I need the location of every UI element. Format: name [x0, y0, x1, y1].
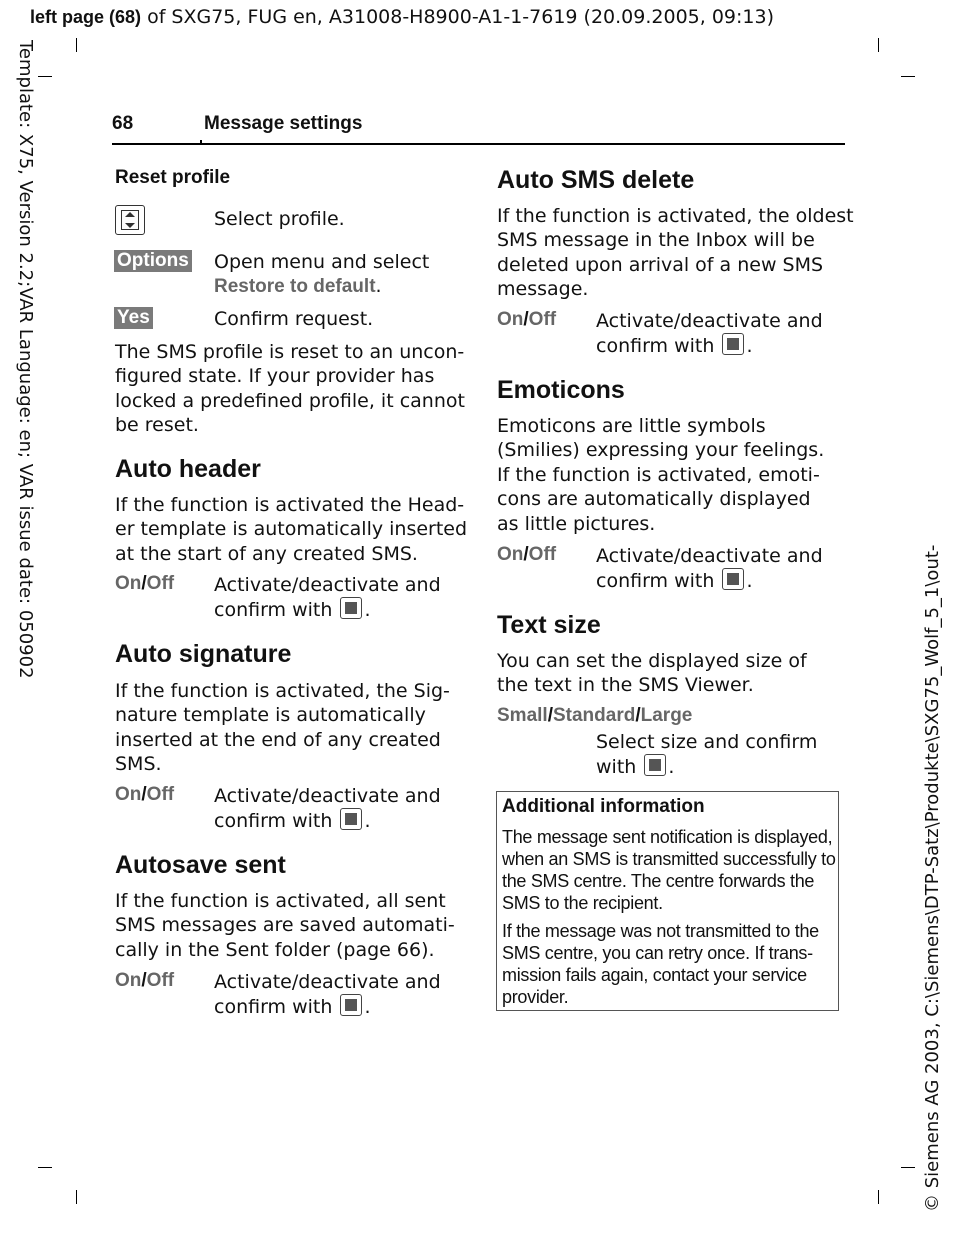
- confirm-text: with: [596, 756, 637, 779]
- activate-text: Activate/deactivate and: [596, 310, 823, 332]
- off-label: Off: [146, 573, 175, 594]
- on-label: On: [115, 784, 142, 805]
- center-key-icon: [340, 597, 362, 619]
- reset-body: [115, 340, 465, 438]
- confirm-text: confirm with: [214, 996, 333, 1019]
- crop-mark: [901, 1167, 915, 1168]
- confirm-line: [214, 808, 441, 833]
- header-rule-tick: [200, 140, 202, 145]
- confirm-dot: .: [668, 756, 675, 779]
- slash: /: [141, 784, 147, 805]
- print-info-rest: of SXG75, FUG en, A31008-H8900-A1-1-7619 (20.09.2005, 09:13): [141, 6, 774, 28]
- on-off-key: [497, 309, 556, 331]
- emoticons-title: Emoticons: [497, 376, 625, 404]
- crop-mark: [878, 1190, 879, 1204]
- size-options-key: [497, 705, 692, 727]
- on-label: On: [497, 309, 524, 330]
- text-size-body-line: the text in the SMS Viewer.: [497, 674, 754, 697]
- large-label: Large: [640, 705, 693, 726]
- confirm-line: [596, 333, 823, 358]
- auto-signature-action: [214, 784, 441, 834]
- auto-delete-body-line: deleted upon arrival of a new SMS: [497, 253, 824, 276]
- info-paragraph-1: [502, 826, 838, 914]
- autosave-body: [115, 889, 455, 962]
- options-softkey-label: Options: [114, 250, 192, 272]
- auto-delete-body-line: message.: [497, 278, 589, 301]
- auto-signature-body-line: If the function is activated, the Sig-: [115, 680, 450, 702]
- info-paragraph-2: [502, 920, 838, 1008]
- info-line: The message sent notification is displayed,: [502, 827, 833, 847]
- emoticons-body-line: as little pictures.: [497, 512, 656, 535]
- auto-delete-body-line: If the function is activated, the oldest: [497, 205, 854, 227]
- confirm-dot: .: [364, 996, 371, 1019]
- standard-label: Standard: [552, 705, 636, 726]
- text-size-action: [596, 730, 817, 780]
- reset-step-open-menu-text: Open menu and select: [214, 251, 430, 273]
- print-info-bold: left page (68): [30, 7, 142, 27]
- options-softkey: [114, 250, 192, 272]
- reset-profile-title: Reset profile: [115, 167, 231, 188]
- center-key-icon: [722, 333, 744, 355]
- emoticons-body-line: If the function is activated, emoti-: [497, 463, 820, 486]
- crop-mark: [38, 76, 52, 77]
- small-label: Small: [497, 705, 548, 726]
- reset-body-line: be reset.: [115, 414, 199, 437]
- reset-step-open-menu-line2: [214, 274, 429, 299]
- confirm-dot: .: [364, 810, 371, 833]
- auto-header-body: [115, 493, 467, 566]
- slash: /: [141, 573, 147, 594]
- print-info-line: [30, 6, 774, 28]
- confirm-text: confirm with: [596, 335, 715, 358]
- emoticons-action: [596, 544, 823, 594]
- on-label: On: [115, 970, 142, 991]
- page-number: 68: [112, 113, 134, 134]
- template-side-text: Template: X75, Version 2.2;VAR Language: en; VAR issue date: 050902: [15, 40, 36, 679]
- emoticons-body-line: Emoticons are little symbols: [497, 415, 766, 437]
- confirm-text: confirm with: [214, 599, 333, 622]
- confirm-line: [596, 568, 823, 593]
- navigation-key-icon: [115, 205, 145, 235]
- center-key-icon: [722, 568, 744, 590]
- info-line: SMS centre, you can retry once. If trans-: [502, 943, 813, 963]
- reset-step-confirm: Confirm request.: [214, 308, 374, 330]
- yes-softkey: [114, 307, 153, 329]
- emoticons-body: [497, 414, 824, 536]
- restore-to-default-label: Restore to default: [214, 276, 376, 298]
- reset-body-line: The SMS profile is reset to an uncon-: [115, 341, 465, 363]
- info-line: the SMS centre. The centre forwards the: [502, 871, 815, 891]
- info-title: Additional information: [502, 796, 705, 817]
- auto-signature-body: [115, 679, 450, 777]
- activate-text: Activate/deactivate and: [214, 785, 441, 807]
- info-line: mission fails again, contact your service: [502, 965, 807, 985]
- confirm-line: [596, 754, 817, 779]
- copyright-side-text: © Siemens AG 2003, C:\Siemens\DTP-Satz\Produkte\SXG75_Wolf_5_1\out-: [922, 544, 943, 1212]
- confirm-dot: .: [746, 570, 753, 593]
- activate-text: Activate/deactivate and: [214, 574, 441, 596]
- center-key-icon: [340, 994, 362, 1016]
- slash: /: [523, 544, 529, 565]
- on-off-key: [115, 784, 174, 806]
- reset-body-line: locked a predefined profile, it cannot: [115, 389, 465, 412]
- crop-mark: [76, 1190, 77, 1204]
- info-line: when an SMS is transmitted successfully to: [502, 849, 836, 869]
- on-off-key: [497, 544, 556, 566]
- autosave-body-line: SMS messages are saved automati-: [115, 914, 455, 937]
- off-label: Off: [528, 544, 557, 565]
- autosave-title: Autosave sent: [115, 851, 286, 879]
- crop-mark: [76, 38, 77, 52]
- reset-step-select: Select profile.: [214, 208, 345, 230]
- auto-delete-title: Auto SMS delete: [497, 166, 695, 194]
- activate-text: Activate/deactivate and: [596, 545, 823, 567]
- off-label: Off: [528, 309, 557, 330]
- reset-step-open-menu-dot: .: [375, 275, 382, 298]
- info-line: SMS to the recipient.: [502, 893, 663, 913]
- slash: /: [635, 705, 641, 726]
- info-line: If the message was not transmitted to the: [502, 921, 819, 941]
- confirm-line: [214, 597, 441, 622]
- auto-header-title: Auto header: [115, 455, 261, 483]
- text-size-title: Text size: [497, 611, 601, 639]
- activate-text: Activate/deactivate and: [214, 971, 441, 993]
- info-line: provider.: [502, 987, 569, 1007]
- confirm-dot: .: [364, 599, 371, 622]
- off-label: Off: [146, 784, 175, 805]
- auto-header-body-line: er template is automatically inserted: [115, 518, 468, 541]
- crop-mark: [878, 38, 879, 52]
- auto-signature-body-line: nature template is automatically: [115, 704, 426, 727]
- on-off-key: [115, 573, 174, 595]
- auto-delete-action: [596, 309, 823, 359]
- select-size-text: Select size and confirm: [596, 731, 818, 753]
- auto-header-body-line: at the start of any created SMS.: [115, 542, 418, 565]
- auto-signature-title: Auto signature: [115, 640, 292, 668]
- off-label: Off: [146, 970, 175, 991]
- center-key-icon: [340, 808, 362, 830]
- confirm-dot: .: [746, 335, 753, 358]
- autosave-body-line: cally in the Sent folder (page 66).: [115, 938, 435, 961]
- autosave-action: [214, 970, 441, 1020]
- confirm-line: [214, 994, 441, 1019]
- confirm-text: confirm with: [596, 570, 715, 593]
- reset-step-open-menu: [214, 250, 429, 300]
- page-title: Message settings: [204, 113, 363, 134]
- on-label: On: [115, 573, 142, 594]
- auto-delete-body: [497, 204, 854, 302]
- slash: /: [141, 970, 147, 991]
- slash: /: [547, 705, 553, 726]
- yes-softkey-label: Yes: [114, 307, 153, 329]
- emoticons-body-line: cons are automatically displayed: [497, 488, 811, 511]
- crop-mark: [901, 76, 915, 77]
- header-rule: [112, 143, 845, 145]
- on-off-key: [115, 970, 174, 992]
- text-size-body: [497, 649, 807, 698]
- crop-mark: [38, 1167, 52, 1168]
- auto-signature-body-line: SMS.: [115, 753, 162, 776]
- reset-body-line: figured state. If your provider has: [115, 365, 435, 388]
- confirm-text: confirm with: [214, 810, 333, 833]
- additional-information-box: [496, 791, 839, 1011]
- slash: /: [523, 309, 529, 330]
- auto-delete-body-line: SMS message in the Inbox will be: [497, 229, 815, 252]
- on-label: On: [497, 544, 524, 565]
- emoticons-body-line: (Smilies) expressing your feelings.: [497, 439, 825, 462]
- auto-header-action: [214, 573, 441, 623]
- text-size-body-line: You can set the displayed size of: [497, 650, 807, 672]
- autosave-body-line: If the function is activated, all sent: [115, 890, 446, 912]
- auto-header-body-line: If the function is activated the Head-: [115, 494, 465, 516]
- auto-signature-body-line: inserted at the end of any created: [115, 728, 441, 751]
- center-key-icon: [644, 754, 666, 776]
